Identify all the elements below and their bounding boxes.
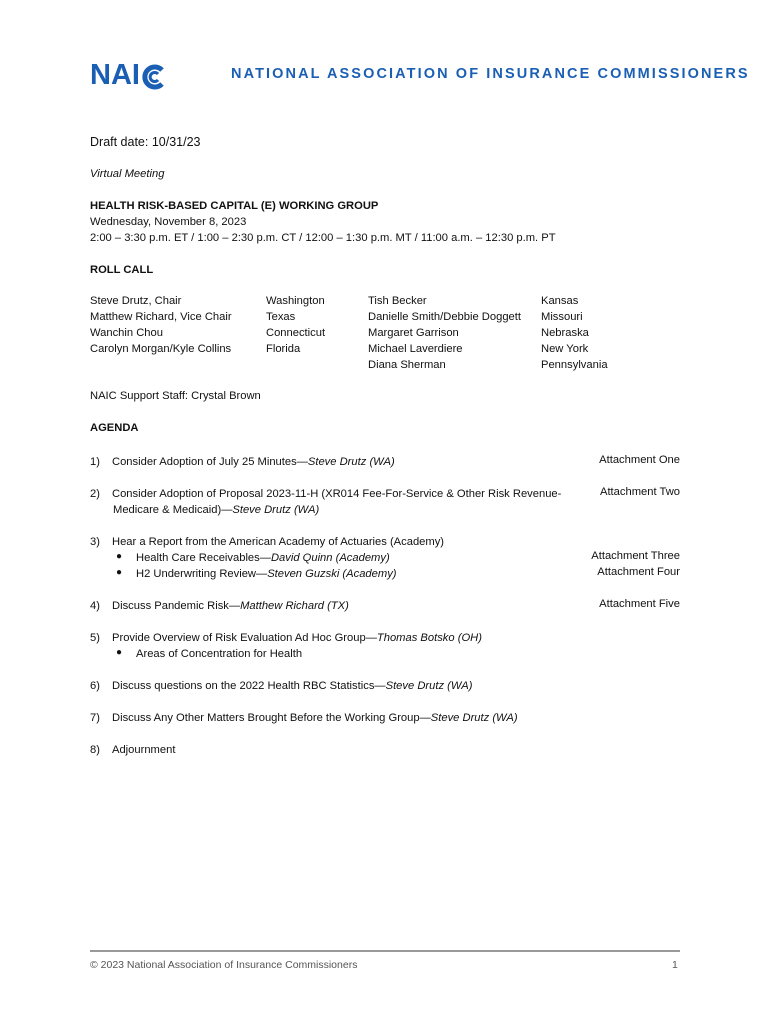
attachment-label: Attachment Two — [599, 486, 680, 498]
agenda-subitem-text: Areas of Concentration for Health — [136, 648, 303, 660]
agenda-number: 4) — [90, 600, 100, 612]
footer-copyright: © 2023 National Association of Insurance Commissioners — [90, 959, 358, 971]
meeting-date: Wednesday, November 8, 2023 — [90, 216, 247, 228]
agenda-number: 3) — [90, 536, 100, 548]
agenda-presenter: David Quinn (Academy) — [270, 552, 390, 564]
member-state: Florida — [266, 343, 301, 355]
support-staff: NAIC Support Staff: Crystal Brown — [90, 390, 261, 402]
group-title: HEALTH RISK-BASED CAPITAL (E) WORKING GROUP — [90, 200, 379, 212]
member-state: Texas — [266, 311, 296, 323]
agenda-text: Discuss Pandemic Risk— — [112, 600, 241, 612]
attachment-label: Attachment Five — [599, 598, 680, 610]
attachment-label: Attachment One — [599, 454, 680, 466]
logo-c-mark-icon — [141, 64, 167, 90]
agenda-item-2 — [90, 486, 561, 502]
footer-divider — [90, 950, 680, 952]
bullet-icon: ● — [116, 647, 123, 658]
agenda-text: Discuss questions on the 2022 Health RBC Statistics— — [112, 680, 386, 692]
member-name: Steve Drutz, Chair — [90, 295, 182, 307]
member-name: Tish Becker — [368, 295, 427, 307]
bullet-icon: ● — [116, 551, 123, 562]
member-name: Diana Sherman — [368, 359, 446, 371]
agenda-presenter: Steve Drutz (WA) — [430, 712, 518, 724]
member-name: Margaret Garrison — [368, 327, 459, 339]
agenda-item-6 — [90, 678, 472, 694]
agenda-text: Provide Overview of Risk Evaluation Ad Hoc Group— — [112, 632, 377, 644]
agenda-presenter: Steve Drutz (WA) — [307, 456, 395, 468]
member-name: Michael Laverdiere — [368, 343, 463, 355]
member-state: Washington — [266, 295, 325, 307]
agenda-number: 6) — [90, 680, 100, 692]
bullet-icon: ● — [116, 567, 123, 578]
member-name: Wanchin Chou — [90, 327, 163, 339]
roll-call-left-names — [90, 293, 232, 357]
agenda-subitem-text: Health Care Receivables— — [136, 552, 271, 564]
agenda-item-7 — [90, 710, 518, 726]
meeting-type: Virtual Meeting — [90, 168, 165, 180]
roll-call-left-states — [266, 293, 325, 357]
agenda-item-2-cont — [113, 502, 319, 518]
agenda-number: 8) — [90, 744, 100, 756]
attachment-label: Attachment Four — [597, 566, 680, 578]
agenda-presenter: Steve Drutz (WA) — [232, 504, 320, 516]
naic-logo — [90, 60, 167, 90]
agenda-item-8 — [90, 742, 175, 758]
agenda-presenter: Matthew Richard (TX) — [240, 600, 349, 612]
agenda-item-3 — [90, 534, 444, 550]
member-name: Danielle Smith/Debbie Doggett — [368, 311, 521, 323]
agenda-number: 5) — [90, 632, 100, 644]
agenda-text: Hear a Report from the American Academy of Actuaries (Academy) — [112, 536, 445, 548]
roll-call-right-states — [541, 293, 608, 373]
agenda-number: 1) — [90, 456, 100, 468]
agenda-presenter: Steven Guzski (Academy) — [267, 568, 397, 580]
member-name: Matthew Richard, Vice Chair — [90, 311, 232, 323]
member-state: Nebraska — [541, 327, 589, 339]
agenda-number: 7) — [90, 712, 100, 724]
agenda-text: Consider Adoption of Proposal 2023-11-H (XR014 Fee-For-Service & Other Risk Revenue- — [112, 488, 562, 500]
agenda-item-5 — [90, 630, 482, 646]
attachment-label: Attachment Three — [591, 550, 680, 562]
agenda-heading: AGENDA — [90, 422, 139, 434]
meeting-time: 2:00 – 3:30 p.m. ET / 1:00 – 2:30 p.m. CT / 12:00 – 1:30 p.m. MT / 11:00 a.m. – 12:30 p.m. PT — [90, 232, 556, 244]
roll-call-heading: ROLL CALL — [90, 264, 154, 276]
draft-date: Draft date: 10/31/23 — [90, 135, 201, 149]
org-name: NATIONAL ASSOCIATION OF INSURANCE COMMISSIONERS — [231, 66, 750, 82]
member-name: Carolyn Morgan/Kyle Collins — [90, 343, 232, 355]
agenda-text-cont: Medicare & Medicaid)— — [113, 504, 233, 516]
agenda-text: Consider Adoption of July 25 Minutes— — [112, 456, 308, 468]
logo-text: NAI — [90, 59, 140, 91]
member-state: New York — [541, 343, 589, 355]
roll-call-right-names — [368, 293, 521, 373]
agenda-item-4 — [90, 598, 349, 614]
member-state: Pennsylvania — [541, 359, 608, 371]
page-number: 1 — [672, 959, 678, 971]
agenda-subitem-text: H2 Underwriting Review— — [136, 568, 268, 580]
member-state: Missouri — [541, 311, 583, 323]
agenda-subitem — [136, 646, 302, 662]
agenda-presenter: Thomas Botsko (OH) — [376, 632, 482, 644]
member-state: Kansas — [541, 295, 579, 307]
agenda-presenter: Steve Drutz (WA) — [385, 680, 473, 692]
agenda-text: Discuss Any Other Matters Brought Before the Working Group— — [112, 712, 431, 724]
agenda-subitem — [136, 550, 390, 566]
agenda-item-1 — [90, 454, 395, 470]
agenda-text: Adjournment — [112, 744, 176, 756]
agenda-subitem — [136, 566, 397, 582]
member-state: Connecticut — [266, 327, 326, 339]
agenda-number: 2) — [90, 488, 100, 500]
